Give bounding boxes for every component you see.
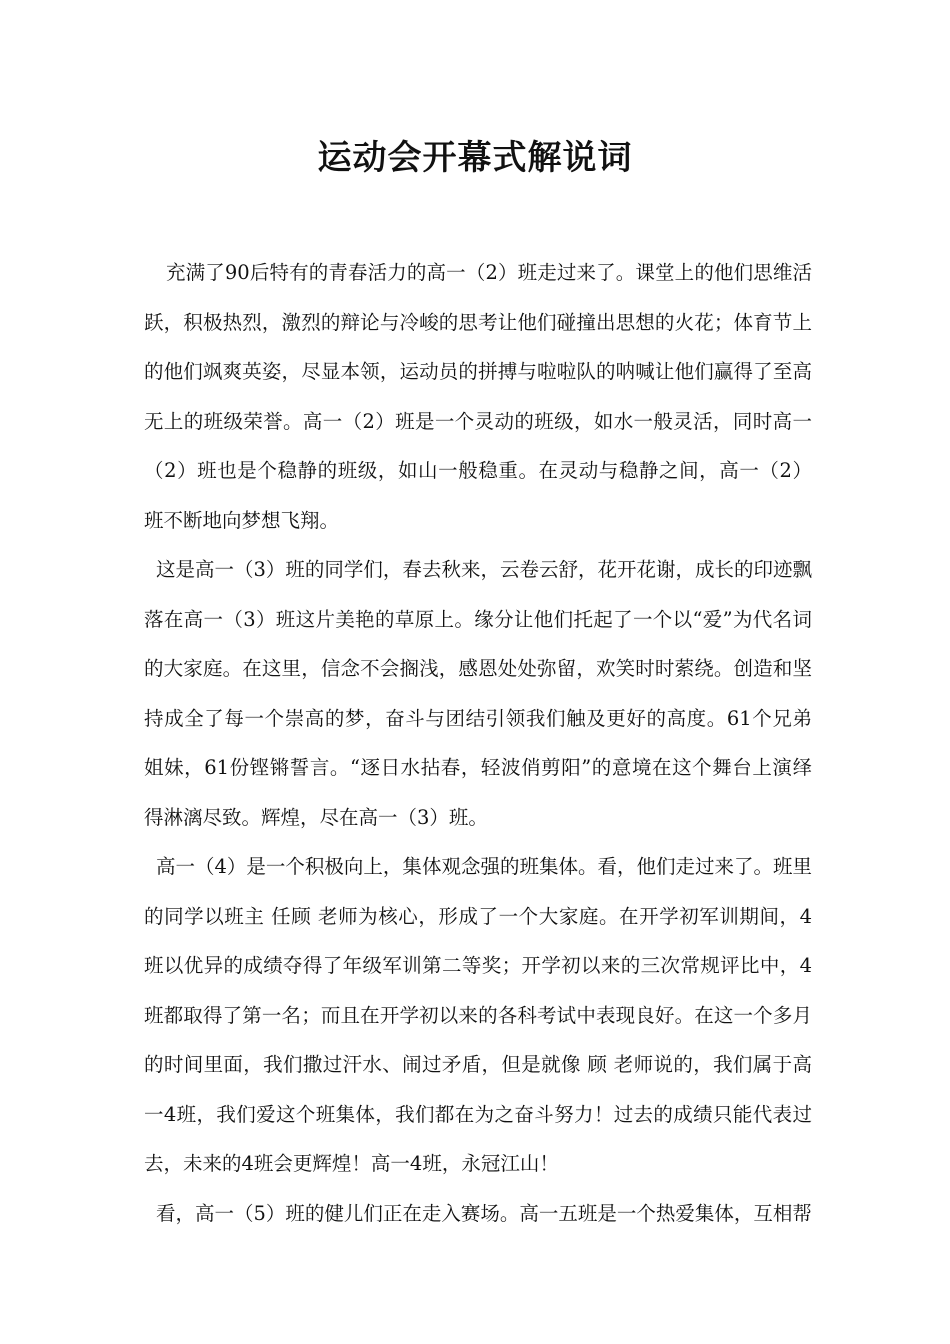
paragraph-class-4: 高一（4）是一个积极向上，集体观念强的班集体。看，他们走过来了。班里的同学以班主 任顾 老师为核心，形成了一个大家庭。在开学初军训期间，4班以优异的成绩夺得了年级军训第二等奖；开学初以来的三次常规评比中，4班都取得了第一名；而且在开学初以来的各科考试中表现良好。在这一个多月的时间里面，我们撒过汗水、闹过矛盾，但是就像 顾 老师说的，我们属于高一4班，我们爱这个班集体，我们都在为之奋斗努力！过去的成绩只能代表过去，未来的4班会更辉煌！高一4班，永冠江山！ (144, 855, 812, 1175)
document-body (144, 248, 812, 1238)
document-title: 运动会开幕式解说词 (317, 138, 633, 178)
paragraph-class-3: 这是高一（3）班的同学们，春去秋来，云卷云舒，花开花谢，成长的印迹飘落在高一（3）班这片美艳的草原上。缘分让他们托起了一个以“爱”为代名词的大家庭。在这里，信念不会搁浅，感恩处处弥留，欢笑时时萦绕。创造和坚持成全了每一个崇高的梦，奋斗与团结引领我们触及更好的高度。61个兄弟姐妹，61份铿锵誓言。“逐日水拈春，轻波俏剪阳”的意境在这个舞台上演绎得淋漓尽致。辉煌，尽在高一（3）班。 (144, 558, 812, 829)
paragraph-class-5: 看，高一（5）班的健儿们正在走入赛场。高一五班是一个热爱集体，互相帮 (156, 1201, 812, 1225)
paragraph-class-2: 充满了90后特有的青春活力的高一（2）班走过来了。课堂上的他们思维活跃，积极热烈，激烈的辩论与冷峻的思考让他们碰撞出思想的火花；体育节上的他们飒爽英姿，尽显本领，运动员的拼搏与啦啦队的呐喊让他们赢得了至高无上的班级荣誉。高一（2）班是一个灵动的班级，如水一般灵活，同时高一（2）班也是个稳静的班级，如山一般稳重。在灵动与稳静之间，高一（2）班不断地向梦想飞翔。 (144, 261, 812, 532)
